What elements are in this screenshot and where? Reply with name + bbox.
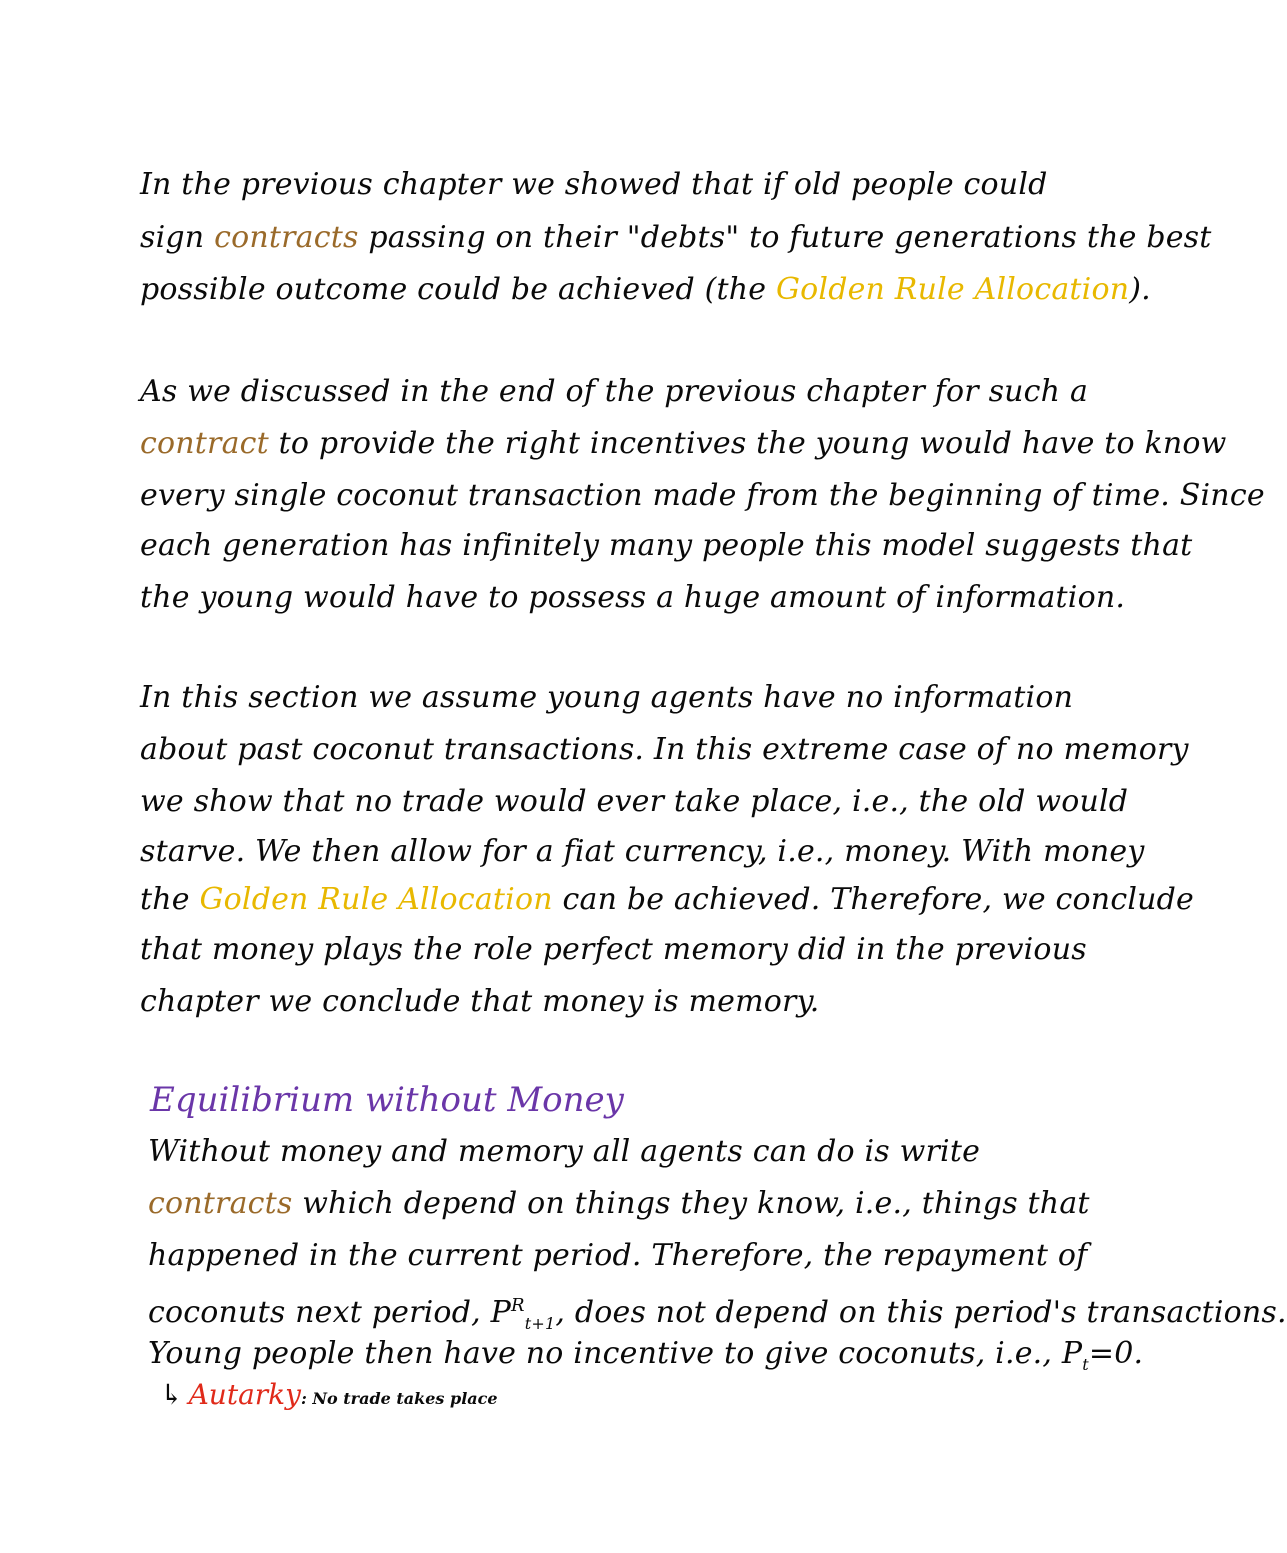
p1-line2 bbox=[140, 218, 1212, 258]
contracts-highlight-2: contracts bbox=[148, 1186, 293, 1221]
p1-line1: In the previous chapter we showed that if old people could bbox=[140, 167, 1048, 202]
s-line2 bbox=[148, 1184, 1090, 1224]
autarky-description: : No trade takes place bbox=[300, 1389, 498, 1408]
p3-line4: starve. We then allow for a fiat currency, i.e., money. With money bbox=[140, 834, 1145, 869]
contracts-highlight: contracts bbox=[214, 220, 359, 255]
repayment-superscript: R bbox=[510, 1295, 525, 1316]
arrow-icon: ↳ bbox=[160, 1378, 184, 1411]
autarky-note-line bbox=[160, 1378, 498, 1411]
s-line5-post: =0. bbox=[1088, 1336, 1144, 1371]
p2-line2-post: to provide the right incentives the young would have to know bbox=[268, 426, 1227, 461]
p2-line2 bbox=[140, 424, 1227, 464]
s-line1: Without money and memory all agents can do is write bbox=[148, 1134, 981, 1169]
p2-line1: As we discussed in the end of the previous chapter for such a bbox=[140, 374, 1089, 409]
repayment-subscript: t+1 bbox=[524, 1314, 556, 1333]
p1-line3-pre: possible outcome could be achieved (the bbox=[140, 272, 776, 307]
s-line2-post: which depend on things they know, i.e., things that bbox=[292, 1186, 1090, 1221]
p3-line5-pre: the bbox=[140, 882, 200, 917]
p3-line2: about past coconut transactions. In this extreme case of no memory bbox=[140, 732, 1189, 767]
s-line4-post: , does not depend on this period's transactions. bbox=[555, 1295, 1287, 1330]
p3-line1: In this section we assume young agents have no information bbox=[140, 680, 1074, 715]
contract-highlight: contract bbox=[140, 426, 269, 461]
p3-line5 bbox=[140, 880, 1194, 920]
p1-line2-post: passing on their "debts" to future generations the best bbox=[358, 220, 1212, 255]
p1-line3-post: ). bbox=[1129, 272, 1151, 307]
p3-line3: we show that no trade would ever take place, i.e., the old would bbox=[140, 784, 1129, 819]
p3-line6: that money plays the role perfect memory did in the previous bbox=[140, 932, 1087, 967]
p3-line5-post: can be achieved. Therefore, we conclude bbox=[552, 882, 1195, 917]
p2-line4: each generation has infinitely many people this model suggests that bbox=[140, 528, 1193, 563]
golden-rule-highlight-2: Golden Rule Allocation bbox=[199, 882, 553, 917]
p1-line3 bbox=[140, 270, 1151, 310]
s-line3: happened in the current period. Therefore, the repayment of bbox=[148, 1238, 1088, 1273]
golden-rule-highlight: Golden Rule Allocation bbox=[775, 272, 1130, 307]
p2-line5: the young would have to possess a huge amount of information. bbox=[140, 580, 1126, 615]
price-subscript: t bbox=[1082, 1355, 1089, 1374]
s-line5-pre: Young people then have no incentive to give coconuts, i.e., P bbox=[148, 1336, 1083, 1371]
autarky-label: Autarky bbox=[188, 1378, 301, 1411]
p1-line2-pre: sign bbox=[140, 220, 215, 255]
s-line4-pre: coconuts next period, P bbox=[148, 1295, 511, 1330]
p2-line3: every single coconut transaction made from the beginning of time. Since bbox=[140, 478, 1265, 513]
p3-line7: chapter we conclude that money is memory. bbox=[140, 984, 820, 1019]
section-heading: Equilibrium without Money bbox=[150, 1080, 624, 1120]
